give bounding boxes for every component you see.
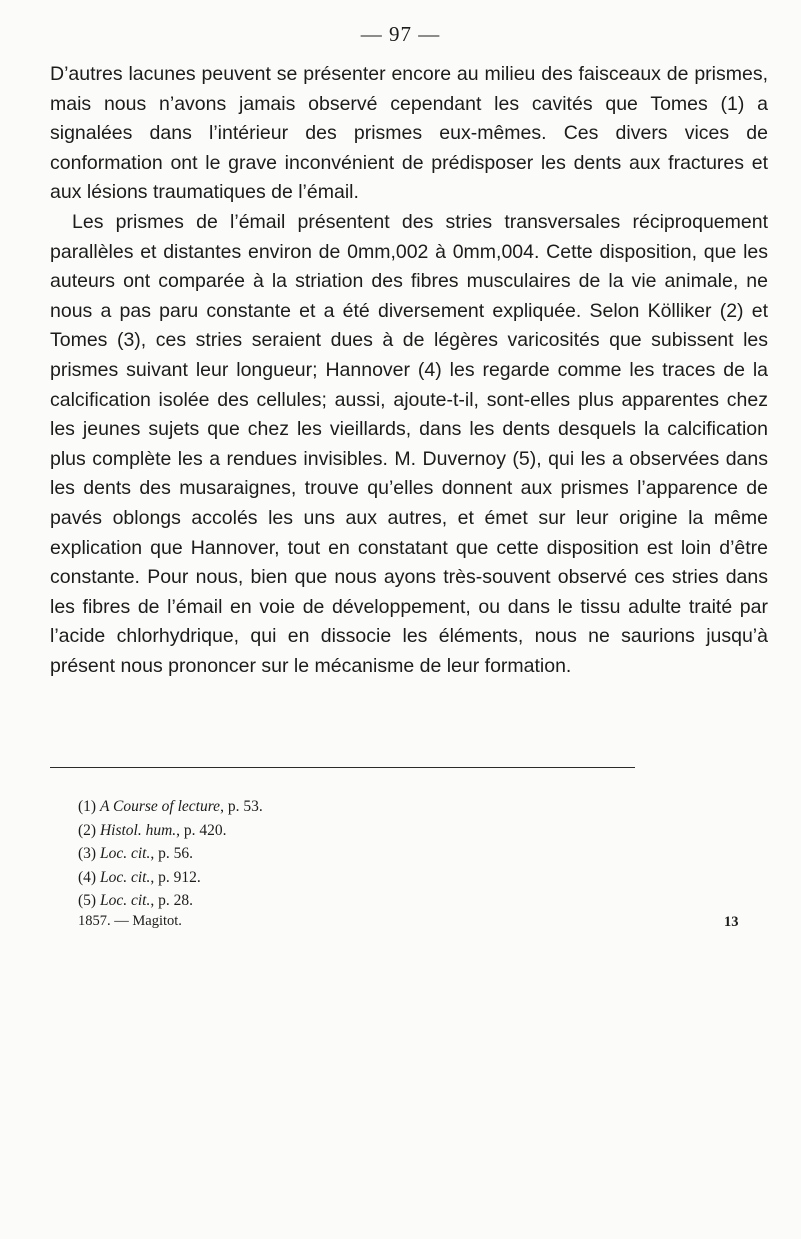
- footnote-ref: , p. 28.: [150, 892, 193, 909]
- footnote-title: A Course of lecture: [99, 798, 221, 815]
- footnote-marker: (2): [78, 821, 97, 839]
- signature-number: 13: [724, 914, 739, 930]
- footnote-marker: (3): [78, 845, 97, 862]
- footnote-title: Loc. cit.: [99, 892, 151, 909]
- footnote-ref: , p. 53.: [220, 798, 263, 815]
- paragraph-1: D’autres lacunes peuvent se présenter encore au milieu des faisceaux de prismes, mais nous n’avons jamais observé cependant les cavités que Tomes (1) a signalées dans l’intérieur des prismes eux-mêmes. Ces divers vices de conformation ont le grave inconvénient de prédisposer les dents aux fractures et aux lésions traumatiques de l’émail.: [50, 63, 768, 204]
- footnote-1: [78, 795, 678, 819]
- footnote-marker: (5): [78, 892, 97, 909]
- footnote-marker: (4): [78, 868, 97, 886]
- footnote-ref: , p. 420.: [176, 821, 227, 839]
- footnote-title: Histol. hum.: [99, 821, 177, 839]
- footnote-ref: , p. 56.: [150, 845, 193, 862]
- body-text: [50, 60, 768, 681]
- footnote-title: Loc. cit.: [99, 868, 151, 886]
- paragraph-2: Les prismes de l’émail présentent des stries transversales réciproquement parallèles et distantes environ de 0mm,002 à 0mm,004. Cette disposition, que les auteurs ont comparée à la striation des fibres musculaires de la vie animale, ne nous a pas paru constante et a été diversement expliquée. Selon Kölliker (2) et Tomes (3), ces stries seraient dues à de légères varicosités que subissent les prismes suivant leur longueur; Hannover (4) les regarde comme les traces de la calcification isolée des cellules; aussi, ajoute-t-il, sont-elles plus apparentes chez les jeunes sujets que chez les vieillards, dans les dents desquels la calcification plus complète les a rendues invisibles. M. Duvernoy (5), qui les a observées dans les dents des musaraignes, trouve qu’elles donnent aux prismes l’apparence de pavés oblongs accolés les uns aux autres, et émet sur leur origine la même explication que Hannover, tout en constatant que cette disposition est loin d’être constante. Pour nous, bien que nous ayons très-souvent observé ces stries dans les fibres de l’émail en voie de développement, ou dans le tissu adulte traité par l’acide chlorhydrique, qui en dissocie les éléments, nous ne saurions jusqu’à présent nous prononcer sur le mécanisme de leur formation.: [50, 210, 768, 677]
- footnote-3: [78, 842, 678, 866]
- footnote-ref: , p. 912.: [150, 868, 201, 886]
- footnote-marker: (1): [78, 798, 97, 815]
- footnote-title: Loc. cit.: [99, 845, 151, 862]
- signature-line: 1857. — Magitot.: [78, 913, 182, 929]
- footnote-4: [78, 866, 678, 890]
- page-number: — 97 —: [360, 22, 441, 46]
- footnotes: [78, 795, 678, 913]
- footnote-2: [78, 819, 678, 843]
- footnote-divider: [50, 767, 635, 768]
- footnote-5: [78, 889, 678, 913]
